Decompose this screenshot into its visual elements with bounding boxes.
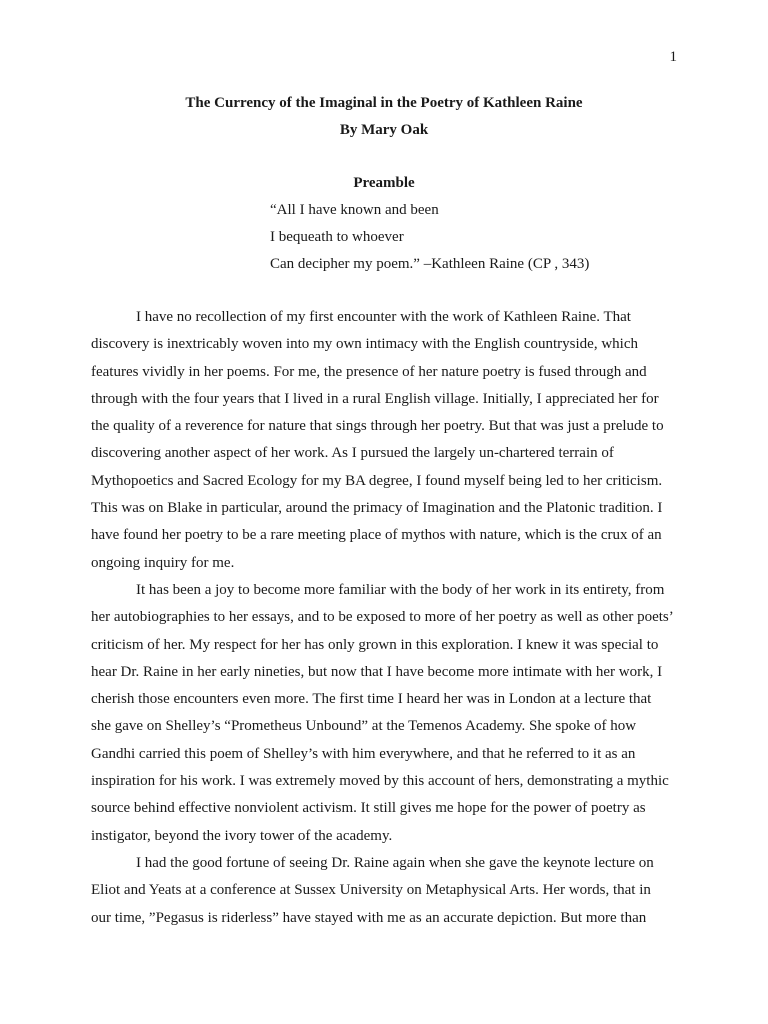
epigraph-line: I bequeath to whoever: [270, 229, 404, 245]
body-line: source behind effective nonviolent activism. It still gives me hope for the power of poetry as: [91, 800, 646, 817]
body-line: she gave on Shelley’s “Prometheus Unbound” at the Temenos Academy. She spoke of how: [91, 718, 637, 735]
body-line: inspiration for his work. I was extremely moved by this account of hers, demonstrating a mythic: [91, 773, 669, 790]
body-line: our time, ”Pegasus is riderless” have stayed with me as an accurate depiction. But more than: [91, 909, 647, 926]
body-line: Gandhi carried this poem of Shelley’s with him everywhere, and that he referred to it as an: [91, 745, 636, 762]
body-text: [91, 308, 691, 936]
body-line: This was on Blake in particular, around the primacy of Imagination and the Platonic tradition. I: [91, 500, 663, 517]
body-line: instigator, beyond the ivory tower of the academy.: [91, 827, 393, 844]
document-author: By Mary Oak: [339, 122, 429, 138]
body-line: discovering another aspect of her work. As I pursued the largely un-chartered terrain of: [91, 445, 614, 462]
page-number: 1: [669, 49, 677, 65]
epigraph: [270, 201, 690, 282]
body-line: Eliot and Yeats at a conference at Sussex University on Metaphysical Arts. Her words, that in: [91, 882, 651, 899]
epigraph-line: “All I have known and been: [270, 202, 439, 218]
body-line: discovery is inextricably woven into my own intimacy with the English countryside, which: [91, 336, 638, 353]
body-line: have found her poetry to be a rare meeting place of mythos with nature, which is the crux of an: [91, 527, 662, 544]
body-line: the quality of a reverence for nature that sings through her poetry. But that was just a prelude to: [91, 418, 664, 435]
body-line: criticism of her. My respect for her has only grown in this exploration. I knew it was special to: [91, 636, 659, 653]
body-line: cherish those encounters even more. The first time I heard her was in London at a lecture that: [91, 691, 652, 708]
body-line: through with the four years that I lived in a rural English village. Initially, I appreciated her for: [91, 390, 659, 407]
epigraph-line: Can decipher my poem.” –Kathleen Raine (CP , 343): [270, 256, 590, 272]
body-line: hear Dr. Raine in her early nineties, but now that I have become more intimate with her work, I: [91, 663, 663, 680]
body-line: her autobiographies to her essays, and to be exposed to more of her poetry as well as other poets’: [91, 609, 674, 626]
body-line: It has been a joy to become more familiar with the body of her work in its entirety, from: [136, 581, 665, 598]
body-line: ongoing inquiry for me.: [91, 554, 235, 571]
body-line: features vividly in her poems. For me, the presence of her nature poetry is fused through and: [91, 363, 647, 380]
body-line: I have no recollection of my first encounter with the work of Kathleen Raine. That: [136, 309, 631, 325]
document-title: The Currency of the Imaginal in the Poetry of Kathleen Raine: [185, 95, 583, 111]
body-line: Mythopoetics and Sacred Ecology for my BA degree, I found myself being led to her criticism.: [91, 472, 663, 489]
section-heading: Preamble: [353, 175, 415, 191]
body-line: I had the good fortune of seeing Dr. Raine again when she gave the keynote lecture on: [136, 854, 654, 871]
